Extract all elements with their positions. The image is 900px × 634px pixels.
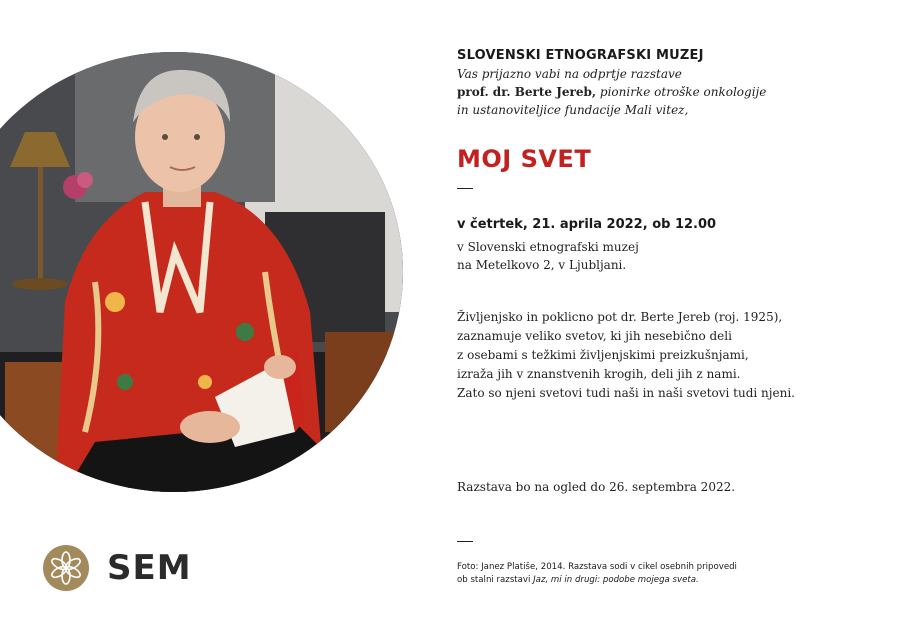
intro-line-2-text: pionirke otroške onkologije	[599, 85, 767, 99]
intro-line-3: in ustanoviteljice fundacije Mali vitez,	[457, 103, 689, 117]
exhibition-title: MOJ SVET	[457, 145, 592, 173]
divider	[457, 541, 473, 542]
description	[457, 308, 795, 403]
description-line: Zato so njeni svetovi tudi naši in naši svetovi tudi njeni.	[457, 386, 795, 400]
intro-line-2	[457, 83, 877, 101]
event-date: v četrtek, 21. aprila 2022, ob 12.00	[457, 217, 717, 232]
sem-logo	[43, 545, 192, 591]
venue	[457, 238, 639, 274]
description-line: zaznamuje veliko svetov, ki jih nesebično deli	[457, 329, 732, 343]
honoree-name: prof. dr. Berte Jereb,	[457, 85, 597, 99]
portrait-illustration	[0, 52, 403, 492]
credit-line-2-prefix: ob stalni razstavi	[457, 575, 534, 585]
venue-line-1: v Slovenski etnografski muzej	[457, 240, 639, 254]
description-line: Življenjsko in poklicno pot dr. Berte Jereb (roj. 1925),	[457, 310, 783, 324]
credit-line-2	[457, 574, 737, 587]
description-line: z osebami s težkimi življenjskimi preizkušnjami,	[457, 348, 749, 362]
photo-credit	[457, 561, 737, 587]
invitation-intro	[457, 48, 877, 119]
credit-line-2-italic: Jaz, mi in drugi: podobe mojega sveta.	[533, 575, 699, 585]
intro-line-1: Vas prijazno vabi na odprtje razstave	[457, 67, 682, 81]
logo-text: SEM	[107, 548, 192, 588]
credit-line-1: Foto: Janez Platiše, 2014. Razstava sodi v cikel osebnih pripovedi	[457, 562, 737, 572]
description-line: izraža jih v znanstvenih krogih, deli jih z nami.	[457, 367, 741, 381]
divider	[457, 188, 473, 189]
museum-name: SLOVENSKI ETNOGRAFSKI MUZEJ	[457, 48, 704, 63]
venue-line-2: na Metelkovo 2, v Ljubljani.	[457, 258, 627, 272]
portrait-photo	[0, 52, 403, 492]
flower-icon	[43, 545, 89, 591]
closing-note: Razstava bo na ogled do 26. septembra 2022.	[457, 480, 736, 494]
